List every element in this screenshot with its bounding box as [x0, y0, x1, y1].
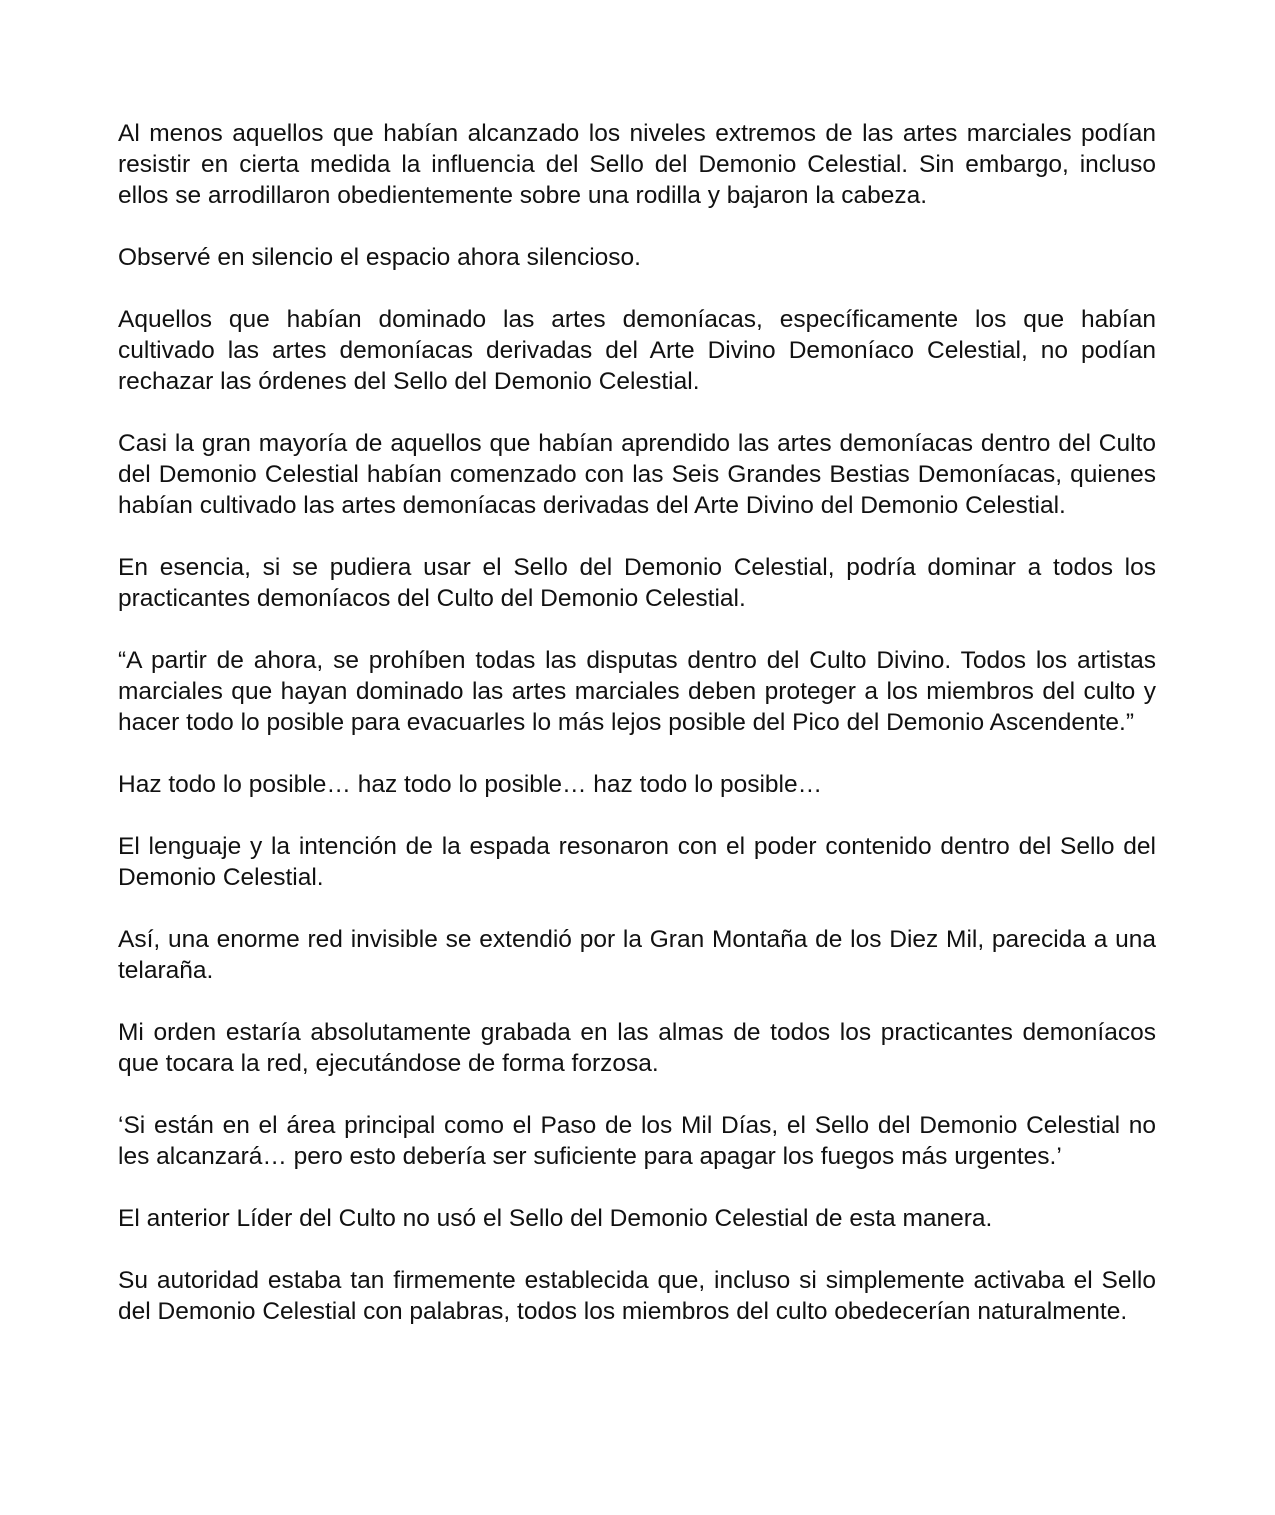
paragraph: Observé en silencio el espacio ahora silencioso.: [118, 244, 641, 271]
paragraph: Al menos aquellos que habían alcanzado los niveles extremos de las artes marciales podían resistir en cierta medida la influencia del Sello del Demonio Celestial. Sin embargo, incluso ellos se arrodillaron obedientemente sobre una rodilla y bajaron la cabeza.: [118, 120, 1156, 209]
paragraph: Mi orden estaría absolutamente grabada en las almas de todos los practicantes demoníacos que tocara la red, ejecutándose de forma forzosa.: [118, 1019, 1156, 1077]
paragraph: En esencia, si se pudiera usar el Sello del Demonio Celestial, podría dominar a todos los practicantes demoníacos del Culto del Demonio Celestial.: [118, 554, 1156, 612]
paragraph: El lenguaje y la intención de la espada resonaron con el poder contenido dentro del Sello del Demonio Celestial.: [118, 833, 1156, 891]
paragraph: ‘Si están en el área principal como el Paso de los Mil Días, el Sello del Demonio Celestial no les alcanzará… pero esto debería ser suficiente para apagar los fuegos más urgentes.’: [118, 1112, 1156, 1170]
paragraph: Así, una enorme red invisible se extendió por la Gran Montaña de los Diez Mil, parecida a una telaraña.: [118, 926, 1156, 984]
paragraph: Aquellos que habían dominado las artes demoníacas, específicamente los que habían cultivado las artes demoníacas derivadas del Arte Divino Demoníaco Celestial, no podían rechazar las órdenes del Sello del Demonio Celestial.: [118, 306, 1156, 395]
document-page: [118, 118, 1156, 1327]
paragraph: Haz todo lo posible… haz todo lo posible… haz todo lo posible…: [118, 771, 823, 798]
paragraph: Casi la gran mayoría de aquellos que habían aprendido las artes demoníacas dentro del Culto del Demonio Celestial habían comenzado con las Seis Grandes Bestias Demoníacas, quienes habían cultivado las artes demoníacas derivadas del Arte Divino del Demonio Celestial.: [118, 430, 1156, 519]
paragraph: “A partir de ahora, se prohíben todas las disputas dentro del Culto Divino. Todos los artistas marciales que hayan dominado las artes marciales deben proteger a los miembros del culto y hacer todo lo posible para evacuarles lo más lejos posible del Pico del Demonio Ascendente.”: [118, 647, 1156, 736]
paragraph: El anterior Líder del Culto no usó el Sello del Demonio Celestial de esta manera.: [118, 1205, 993, 1232]
paragraph: Su autoridad estaba tan firmemente establecida que, incluso si simplemente activaba el Sello del Demonio Celestial con palabras, todos los miembros del culto obedecerían naturalmente.: [118, 1267, 1156, 1325]
